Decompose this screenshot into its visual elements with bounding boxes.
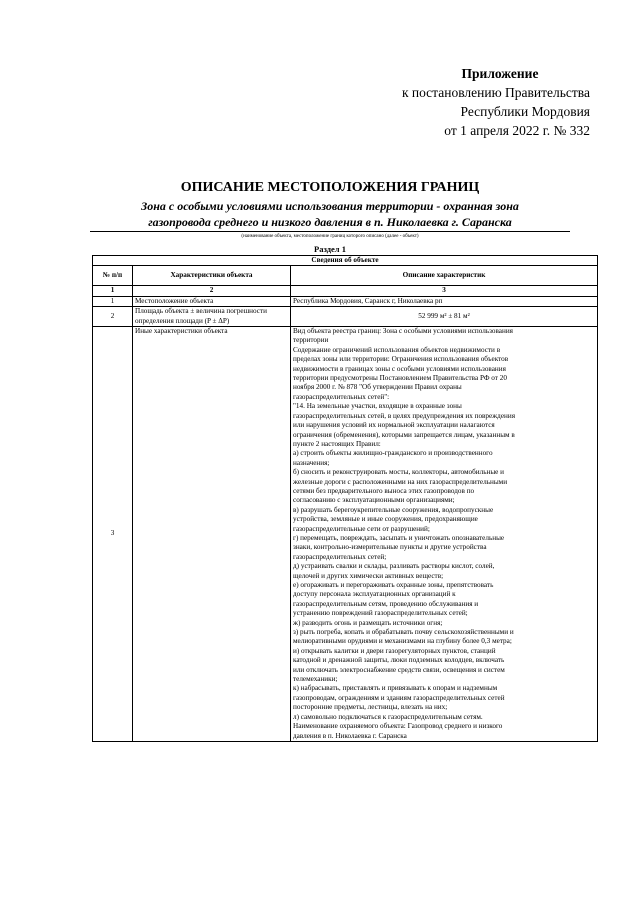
object-info-table [92, 255, 598, 742]
description-line: газораспределительные сети от разрушений; [293, 524, 430, 533]
row-description [291, 327, 598, 742]
description-line: газораспределительных сетей, в целях предупреждения их повреждения [293, 411, 516, 420]
description-line: л) самовольно подключаться к газораспределительным сетям. [293, 712, 483, 721]
row-number: 3 [93, 327, 133, 742]
description-line: щелочей и других химически активных веществ; [293, 571, 444, 580]
row-name: Иные характеристики объекта [133, 327, 291, 742]
subtitle-note: (наименование объекта, местоположение границ которого описано (далее - объект) [241, 234, 419, 239]
description-line: посторонние предметы, лестницы, влезать на них; [293, 703, 448, 712]
description-line: в) разрушать берегоукрепительные сооружения, водопропускные [293, 505, 494, 514]
description-line: назначения; [293, 458, 330, 467]
row-value: Республика Мордовия, Саранск г, Николаевка рп [291, 296, 598, 306]
appendix-line: от 1 апреля 2022 г. № 332 [444, 123, 590, 138]
description-line: з) рыть погреба, копать и обрабатывать почву сельскохозяйственными и [293, 628, 514, 637]
table-row [93, 296, 598, 306]
appendix-line: Республики Мордовия [460, 104, 590, 119]
numbering-row [93, 286, 598, 296]
description-line: устройства, земляные и иные сооружения, предохраняющие [293, 515, 478, 524]
description-line: мелиоративными орудиями и механизмами на глубину более 0,3 метра; [293, 637, 512, 646]
description-line: сетями без предварительного выноса этих газопроводов по [293, 486, 475, 495]
section-label: Раздел 1 [314, 244, 346, 254]
description-line: пункте 2 настоящих Правил: [293, 439, 381, 448]
description-line: ж) разводить огонь и размещать источники огня; [293, 618, 443, 627]
appendix-block [330, 64, 590, 140]
description-line: знаки, контрольно-измерительные пункты и другие устройства [293, 543, 487, 552]
description-line: согласованию с эксплуатационными организациями; [293, 496, 455, 505]
table-caption-row [93, 256, 598, 266]
description-line: а) строить объекты жилищно-гражданского и производственного [293, 449, 493, 458]
row-name: Местоположение объекта [133, 296, 291, 306]
description-line: доступу персонала эксплуатационных организаций к [293, 590, 456, 599]
description-line: территории [293, 336, 329, 345]
title-block [90, 180, 570, 240]
description-line: е) огораживать и перегораживать охранные зоны, препятствовать [293, 581, 494, 589]
description-line: "14. На земельные участки, входящие в охранные зоны [293, 402, 462, 411]
description-line: к) набрасывать, приставлять и привязывать к опорам и надземным [293, 684, 498, 693]
description-line: или нарушения условий их нормальной эксплуатации налагаются [293, 421, 495, 430]
description-line: б) сносить и реконструировать мосты, коллекторы, автомобильные и [293, 468, 505, 477]
description-line: устранению повреждений газораспределительных сетей; [293, 609, 468, 618]
row-name: Площадь объекта ± величина погрешности определения площади (P ± ΔP) [133, 307, 291, 327]
table-header-row [93, 266, 598, 286]
subtitle-line: Зона с особыми условиями использования территории - охранная зона [141, 199, 519, 213]
subtitle-line: газопровода среднего и низкого давления в п. Николаевка г. Саранска [148, 215, 512, 229]
row-number: 1 [93, 296, 133, 306]
description-line: газораспределительных сетей": [293, 392, 390, 401]
description-line: пределах зоны или территории: Ограничения использования объектов [293, 355, 509, 364]
description-line: территории предусмотрены Постановлением Правительства РФ от 20 [293, 374, 507, 383]
appendix-heading: Приложение [461, 66, 539, 81]
description-line: и) открывать калитки и двери газорегуляторных пунктов, станций [293, 646, 496, 655]
description-line: Содержание ограничений использования объектов недвижимости в [293, 345, 501, 354]
description-line: Вид объекта реестра границ: Зона с особыми условиями использования [293, 327, 513, 336]
description-line: ноября 2000 г. № 878 "Об утверждении Правил охраны [293, 383, 462, 392]
description-line: недвижимости в границах зоны с особыми условиями использования [293, 364, 506, 373]
description-line: ограничения (обременения), которыми запрещается лицам, указанным в [293, 430, 515, 439]
description-line: газораспределительных сетей; [293, 552, 387, 561]
description-line: давления в п. Николаевка г. Саранска [293, 731, 407, 740]
table-caption: Сведения об объекте [93, 256, 598, 266]
table-row [93, 327, 598, 742]
table-row [93, 307, 598, 327]
numbering-cell: 3 [291, 286, 598, 296]
description-line: газопроводам, ограждениям и зданиям газораспределительных сетей [293, 693, 505, 702]
header-characteristic: Характеристики объекта [133, 266, 291, 286]
header-number: № п/п [93, 266, 133, 286]
description-line: железные дороги с расположенными на них газораспределительными [293, 477, 508, 486]
numbering-cell: 1 [93, 286, 133, 296]
document-title: ОПИСАНИЕ МЕСТОПОЛОЖЕНИЯ ГРАНИЦ [180, 180, 480, 195]
description-line: или отключать электроснабжение средств связи, освещения и систем [293, 665, 505, 674]
description-line: катодной и дренажной защиты, люки подземных колодцев, включать [293, 656, 505, 665]
document-subtitle [90, 198, 570, 232]
description-line: г) перемещать, повреждать, засыпать и уничтожать опознавательные [293, 533, 505, 542]
header-description: Описание характеристик [291, 266, 598, 286]
row-number: 2 [93, 307, 133, 327]
row-value: 52 999 м² ± 81 м² [291, 307, 598, 327]
description-line: телемеханики; [293, 675, 338, 684]
appendix-line: к постановлению Правительства [401, 85, 590, 100]
description-line: Наименование охраняемого объекта: Газопровод среднего и низкого [293, 722, 503, 731]
description-line: д) устраивать свалки и склады, разливать растворы кислот, солей, [293, 562, 495, 571]
description-line: газораспределительным сетям, проведению обслуживания и [293, 599, 479, 608]
numbering-cell: 2 [133, 286, 291, 296]
